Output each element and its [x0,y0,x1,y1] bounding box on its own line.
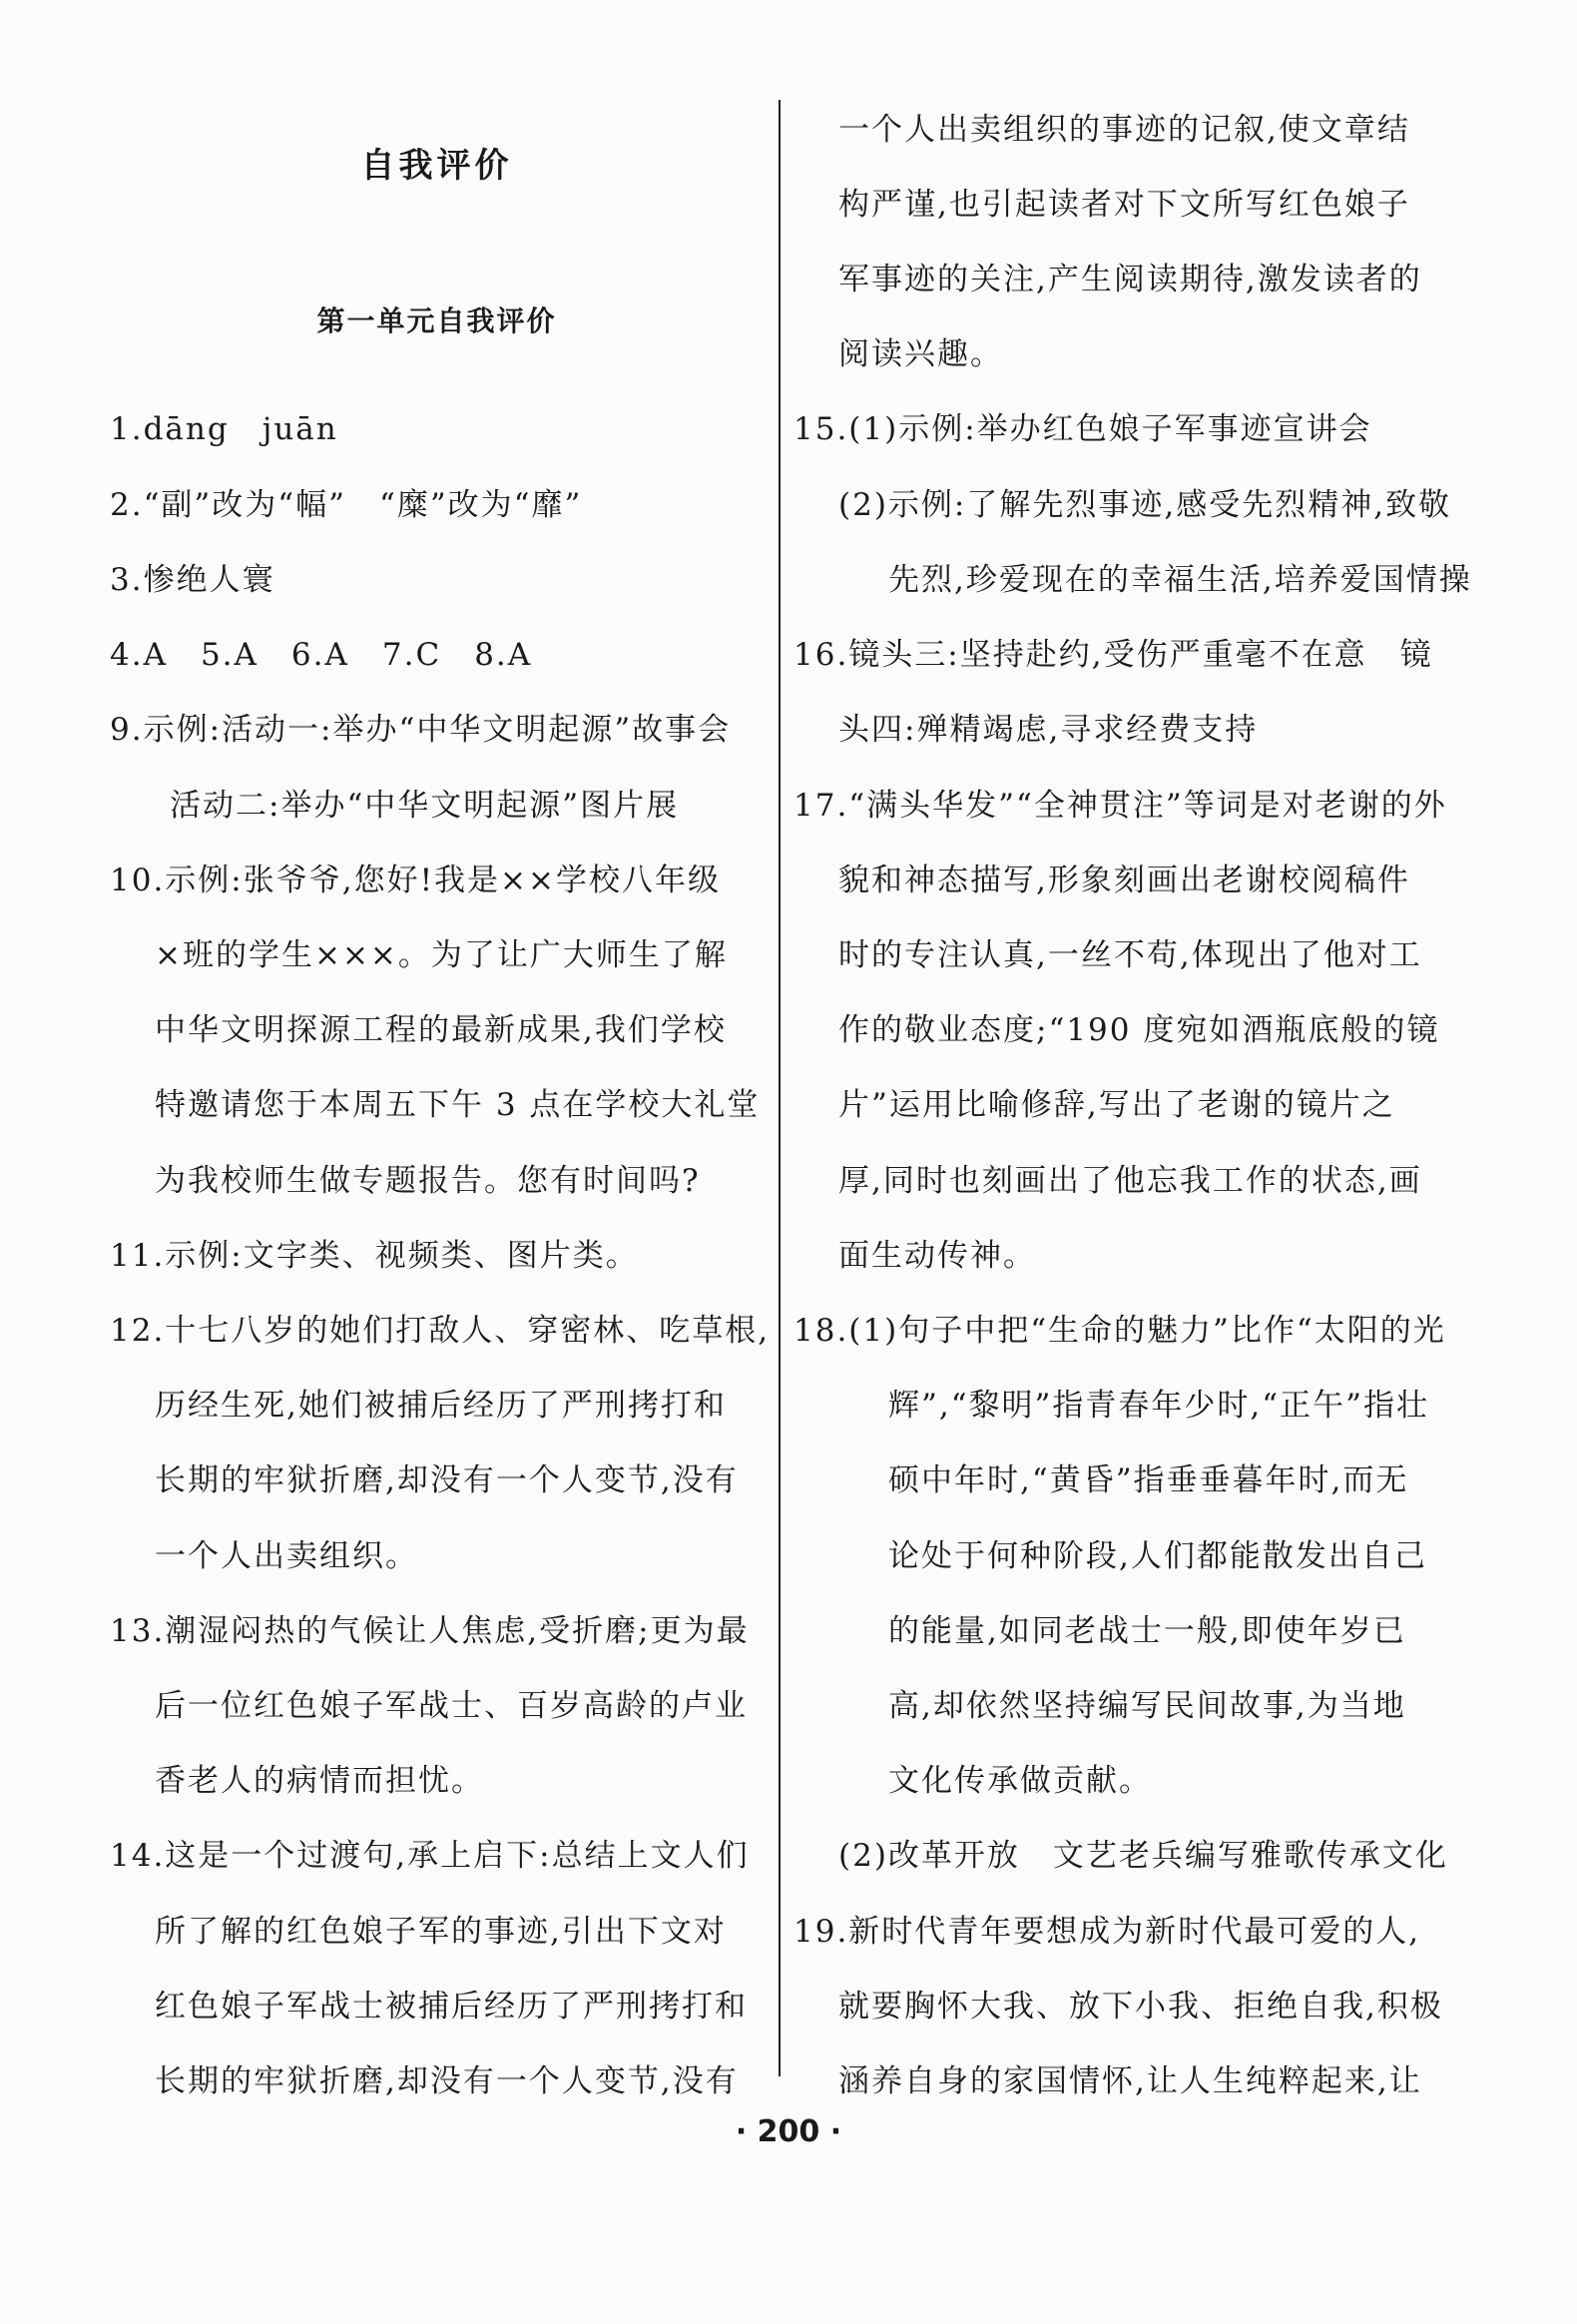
answer-line: 特邀请您于本周五下午 3 点在学校大礼堂 [155,1087,761,1123]
answer-line: 军事迹的关注,产生阅读期待,激发读者的 [838,262,1422,297]
answer-line: 先烈,珍爱现在的幸福生活,培养爱国情操 [888,562,1472,598]
answer-line: 长期的牢狱折磨,却没有一个人变节,没有 [155,2063,739,2099]
answer-line: 19.新时代青年要想成为新时代最可爱的人, [793,1914,1421,1950]
answer-line: 高,却依然坚持编写民间故事,为当地 [888,1688,1406,1724]
answer-line: 9.示例:活动一:举办“中华文明起源”故事会 [110,712,732,748]
answer-line: 后一位红色娘子军战士、百岁高龄的卢业 [155,1688,748,1724]
answer-line: 所了解的红色娘子军的事迹,引出下文对 [155,1914,727,1950]
answer-line: 头四:殚精竭虑,寻求经费支持 [838,712,1259,748]
answer-line: 一个人出卖组织的事迹的记叙,使文章结 [838,112,1410,148]
answer-line: 13.潮湿闷热的气候让人焦虑,受折磨;更为最 [110,1613,750,1649]
answer-line: 14.这是一个过渡句,承上启下:总结上文人们 [110,1838,750,1874]
answer-line: 时的专注认真,一丝不苟,体现出了他对工 [838,937,1422,973]
answer-line: 香老人的病情而担忧。 [155,1763,484,1799]
answer-line: 辉”,“黎明”指青春年少时,“正午”指壮 [888,1388,1429,1424]
answer-line: 长期的牢狱折磨,却没有一个人变节,没有 [155,1462,739,1498]
answer-line: 阅读兴趣。 [838,336,1003,372]
answer-line: 历经生死,她们被捕后经历了严刑拷打和 [155,1388,727,1424]
answer-line: ×班的学生×××。为了让广大师生了解 [155,937,728,973]
column-divider [779,100,781,2076]
answer-line: 10.示例:张爷爷,您好!我是××学校八年级 [110,863,722,898]
answer-line: 15.(1)示例:举办红色娘子军事迹宣讲会 [793,411,1372,447]
answer-line: 红色娘子军战士被捕后经历了严刑拷打和 [155,1989,748,2025]
answer-line: 硕中年时,“黄昏”指垂垂暮年时,而无 [888,1462,1409,1498]
answer-line: 文化传承做贡献。 [888,1763,1152,1799]
answer-line: 11.示例:文字类、视频类、图片类。 [110,1238,639,1274]
answer-line: 17.“满头华发”“全神贯注”等词是对老谢的外 [793,788,1447,824]
answer-line: 论处于何种阶段,人们都能散发出自己 [888,1538,1427,1574]
answer-line: 就要胸怀大我、放下小我、拒绝自我,积极 [838,1989,1443,2025]
answer-line: 面生动传神。 [838,1238,1036,1274]
unit-title: 第一单元自我评价 [316,304,557,337]
answer-line: 涵养自身的家国情怀,让人生纯粹起来,让 [838,2063,1422,2099]
page-title: 自我评价 [360,146,513,186]
answer-line: 为我校师生做专题报告。您有时间吗? [155,1163,701,1199]
answer-line: (2)示例:了解先烈事迹,感受先烈精神,致敬 [838,487,1452,523]
answer-line: 的能量,如同老战士一般,即使年岁已 [888,1613,1406,1649]
answer-line: 貌和神态描写,形象刻画出老谢校阅稿件 [838,863,1410,898]
answer-line: 一个人出卖组织。 [155,1538,418,1574]
answer-line: 12.十七八岁的她们打敌人、穿密林、吃草根, [110,1313,771,1349]
answer-line: (2)改革开放 文艺老兵编写雅歌传承文化 [838,1838,1448,1874]
answer-line: 作的敬业态度;“190 度宛如酒瓶底般的镜 [838,1012,1440,1048]
answer-line: 4.A 5.A 6.A 7.C 8.A [110,637,533,673]
answer-line: 18.(1)句子中把“生命的魅力”比作“太阳的光 [793,1313,1446,1349]
answer-line: 16.镜头三:坚持赴约,受伤严重毫不在意 镜 [793,637,1433,673]
answer-line: 3.惨绝人寰 [110,562,275,598]
answer-line: 活动二:举办“中华文明起源”图片展 [170,788,680,824]
page-number: · 200 · [735,2114,842,2149]
answer-line: 构严谨,也引起读者对下文所写红色娘子 [838,187,1410,223]
answer-line: 1.dāng juān [110,411,338,447]
answer-line: 厚,同时也刻画出了他忘我工作的状态,画 [838,1163,1422,1199]
answer-line: 片”运用比喻修辞,写出了老谢的镜片之 [838,1087,1395,1123]
answer-line: 2.“副”改为“幅” “糜”改为“靡” [110,487,583,523]
answer-line: 中华文明探源工程的最新成果,我们学校 [155,1012,727,1048]
